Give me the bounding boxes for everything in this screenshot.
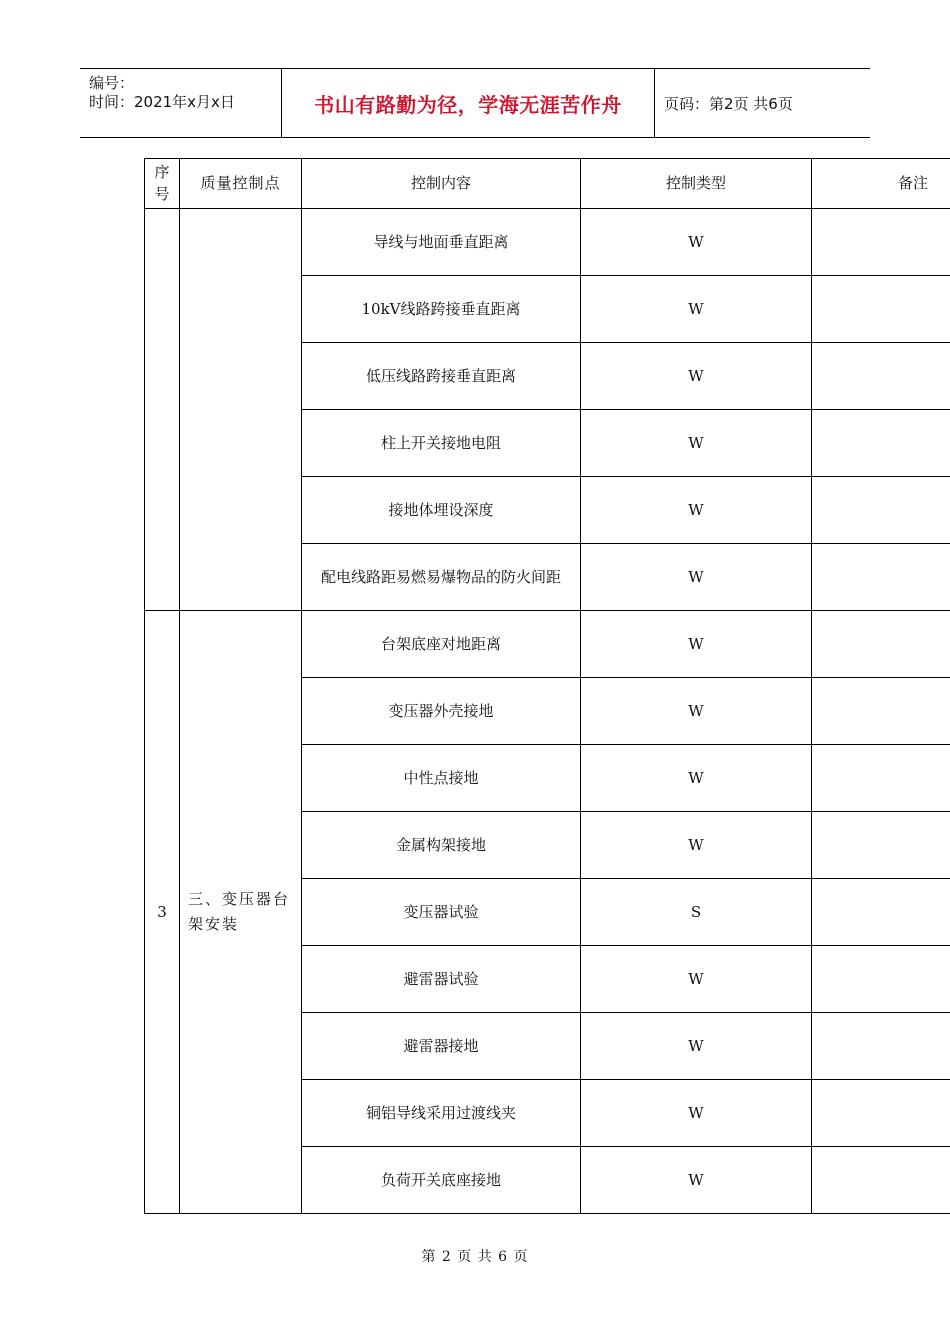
number-label: 编号： — [89, 74, 135, 92]
remark-cell — [812, 343, 950, 410]
type-cell: W — [581, 812, 812, 879]
type-cell: W — [581, 678, 812, 745]
table-row — [145, 209, 950, 276]
remark-cell — [812, 1013, 950, 1080]
remark-cell — [812, 745, 950, 812]
document-header — [80, 68, 870, 138]
point-cell-empty — [180, 209, 302, 611]
header-page-code: 页码：第2页 共6页 — [664, 94, 793, 113]
type-cell: W — [581, 209, 812, 276]
table-header-row — [145, 159, 950, 209]
remark-cell — [812, 946, 950, 1013]
quality-control-table — [144, 158, 950, 1214]
column-header-point: 质量控制点 — [180, 159, 302, 209]
content-cell: 中性点接地 — [302, 745, 581, 812]
content-cell: 导线与地面垂直距离 — [302, 209, 581, 276]
time-label: 时间：2021年x月x日 — [89, 93, 235, 111]
remark-cell — [812, 209, 950, 276]
remark-cell — [812, 276, 950, 343]
content-cell: 低压线路跨接垂直距离 — [302, 343, 581, 410]
content-cell: 金属构架接地 — [302, 812, 581, 879]
table-row — [145, 611, 950, 678]
remark-cell — [812, 812, 950, 879]
remark-cell — [812, 1147, 950, 1214]
column-header-seq — [145, 159, 180, 209]
header-motto: 书山有路勤为径，学海无涯苦作舟 — [282, 69, 655, 137]
content-cell: 铜铝导线采用过渡线夹 — [302, 1080, 581, 1147]
content-cell: 配电线路距易燃易爆物品的防火间距 — [302, 544, 581, 611]
type-cell: W — [581, 410, 812, 477]
type-cell: W — [581, 544, 812, 611]
column-header-content: 控制内容 — [302, 159, 581, 209]
column-header-type: 控制类型 — [581, 159, 812, 209]
type-cell: W — [581, 1080, 812, 1147]
content-cell: 接地体埋设深度 — [302, 477, 581, 544]
content-cell: 变压器试验 — [302, 879, 581, 946]
column-header-seq-text: 序号 — [154, 162, 170, 203]
remark-cell — [812, 477, 950, 544]
content-cell: 变压器外壳接地 — [302, 678, 581, 745]
content-cell: 负荷开关底座接地 — [302, 1147, 581, 1214]
type-cell: W — [581, 611, 812, 678]
seq-cell-empty — [145, 209, 180, 611]
remark-cell — [812, 611, 950, 678]
type-cell: W — [581, 343, 812, 410]
content-cell: 台架底座对地距离 — [302, 611, 581, 678]
remark-cell — [812, 678, 950, 745]
remark-cell — [812, 879, 950, 946]
type-cell: W — [581, 276, 812, 343]
type-cell: W — [581, 745, 812, 812]
remark-cell — [812, 410, 950, 477]
column-header-remark: 备注 — [812, 159, 950, 209]
remark-cell — [812, 1080, 950, 1147]
type-cell: W — [581, 1147, 812, 1214]
page-footer: 第 2 页 共 6 页 — [421, 1249, 529, 1265]
content-cell: 避雷器接地 — [302, 1013, 581, 1080]
point-cell: 三、变压器台架安装 — [180, 611, 302, 1214]
header-meta — [80, 69, 282, 137]
content-cell: 10kV线路跨接垂直距离 — [302, 276, 581, 343]
type-cell: W — [581, 477, 812, 544]
content-cell: 柱上开关接地电阻 — [302, 410, 581, 477]
remark-cell — [812, 544, 950, 611]
type-cell: S — [581, 879, 812, 946]
type-cell: W — [581, 946, 812, 1013]
content-cell: 避雷器试验 — [302, 946, 581, 1013]
type-cell: W — [581, 1013, 812, 1080]
seq-cell: 3 — [145, 611, 180, 1214]
